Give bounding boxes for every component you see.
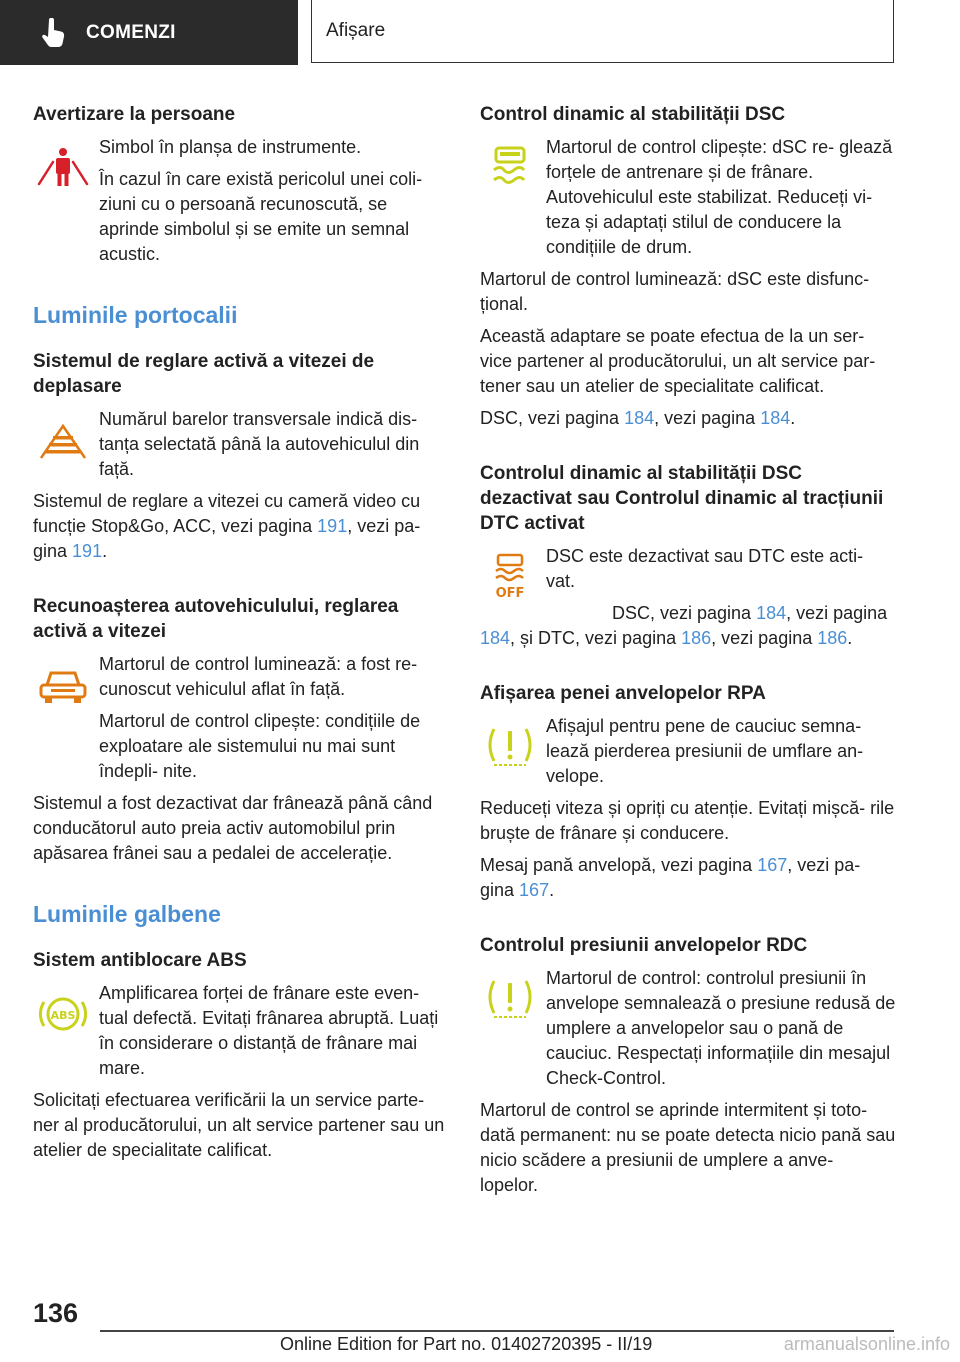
paragraph: Martorul de control clipește: dSC re- glează forțele de antrenare și de frânare. Autovehiculul este stabilizat. Reduceți vi- teza și adaptați stilul de conducere la condițiile de drum. — [546, 137, 893, 257]
paragraph: Martorul de control luminează: dSC este disfunc- țional. — [480, 269, 870, 314]
paragraph: Simbol în planșa de instrumente. — [99, 137, 362, 157]
section-heading: Afișarea penei anvelopelor RPA — [480, 683, 766, 704]
paragraph: Martorul de control: controlul presiunii în anvelope semnalează o presiune redusă de umplere a anvelopelor sau o pană de cauciuc. Respectați informațiile din mesajul Check-Control. — [546, 968, 896, 1088]
paragraph: Reduceți viteza și opriți cu atenție. Evitați mișcă- rile bruște de frânare și conducere. — [480, 798, 895, 843]
svg-text:OFF: OFF — [495, 586, 525, 601]
page-link[interactable]: 184 — [756, 603, 787, 623]
chapter-title: COMENZI — [86, 21, 176, 43]
person-warning-icon — [33, 143, 93, 193]
page-link[interactable]: 167 — [519, 880, 550, 900]
dsc-off-icon — [480, 552, 540, 602]
page-link[interactable]: 186 — [681, 628, 712, 648]
section-heading: Sistem antiblocare ABS — [33, 950, 247, 971]
abs-icon — [33, 989, 93, 1039]
svg-text:ABS: ABS — [50, 1009, 76, 1022]
paragraph: Martorul de control se aprinde intermitent și toto- dată permanent: nu se poate detecta nicio pană sau nicio scădere a presiunii de umplere a anve- lopelor. — [480, 1100, 896, 1195]
tire-pressure-icon — [480, 974, 540, 1024]
yellow-lights-heading: Luminile galbene — [33, 901, 221, 927]
section-heading: Controlul dinamic al stabilității DSC dezactivat sau Controlul dinamic al tracțiunii DTC activat — [480, 463, 884, 534]
abs-section — [33, 948, 445, 1163]
hand-pointer-icon — [40, 18, 68, 48]
left-column — [33, 102, 445, 1193]
person-warning-section — [33, 102, 445, 267]
paragraph: Martorul de control luminează: a fost re- cunoscut vehiculul aflat în față. — [99, 654, 418, 699]
page-link[interactable]: 184 — [624, 408, 655, 428]
car-front-icon — [33, 660, 93, 710]
dsc-skid-icon — [480, 143, 540, 193]
footer-divider — [100, 1330, 894, 1332]
page-link[interactable]: 184 — [760, 408, 791, 428]
section-tab — [311, 0, 894, 63]
section-heading: Recunoașterea autovehiculului, reglarea activă a vitezei — [33, 596, 399, 642]
acc-section — [33, 349, 445, 564]
paragraph: Martorul de control clipește: condițiile de exploatare ale sistemului nu mai sunt îndepli- nite. — [99, 711, 421, 781]
edition-text: Online Edition for Part no. 01402720395 - II/19 — [280, 1334, 653, 1354]
paragraph: Amplificarea forței de frânare este even- tual defectă. Evitați frânarea abruptă. Luați în considerare o distanță de frânare mai mare. — [99, 983, 439, 1078]
paragraph: DSC este dezactivat sau DTC este acti- vat. — [546, 546, 864, 591]
page-header — [0, 0, 960, 66]
paragraph: În cazul în care există pericolul unei coli- ziuni cu o persoană recunoscută, se aprinde simbolul și se emite un semnal acustic. — [99, 169, 423, 264]
page-link[interactable]: 191 — [317, 516, 348, 536]
rdc-section — [480, 933, 896, 1198]
section-heading: Avertizare la persoane — [33, 104, 236, 125]
section-heading: Control dinamic al stabilității DSC — [480, 104, 786, 125]
paragraph: Mesaj pană anvelopă, vezi pagina 167, vezi pa- gina 167. — [480, 855, 861, 900]
section-title: Afișare — [326, 20, 386, 41]
vehicle-detection-section — [33, 594, 445, 866]
paragraph: DSC, vezi pagina 184, vezi pagina 184. — [480, 408, 796, 428]
page-link[interactable]: 191 — [72, 541, 103, 561]
page-link[interactable]: 186 — [817, 628, 848, 648]
tire-warning-icon — [480, 722, 540, 772]
page-link[interactable]: 167 — [757, 855, 788, 875]
right-column — [480, 102, 896, 1228]
orange-lights-heading: Luminile portocalii — [33, 302, 238, 328]
dsc-section — [480, 102, 896, 431]
chapter-tab — [0, 0, 298, 65]
paragraph: Numărul barelor transversale indică dis- tanța selectată până la autovehiculul din față. — [99, 409, 420, 479]
paragraph: Această adaptare se poate efectua de la un ser- vice partener al producătorului, un alt service par- tener sau un atelier de specialitate calificat. — [480, 326, 876, 396]
section-heading: Controlul presiunii anvelopelor RDC — [480, 935, 808, 956]
paragraph: Afișajul pentru pene de cauciuc semna- lează pierderea presiunii de umflare an- velope. — [546, 716, 864, 786]
paragraph: DSC, vezi pagina 184, vezi pagina 184, și DTC, vezi pagina 186, vezi pagina 186. — [480, 603, 888, 648]
paragraph: Sistemul de reglare a vitezei cu cameră video cu funcție Stop&Go, ACC, vezi pagina 191, vezi pa- gina 191. — [33, 491, 421, 561]
page-link[interactable]: 184 — [480, 628, 511, 648]
dsc-off-section — [480, 461, 896, 651]
distance-bars-icon — [33, 415, 93, 465]
paragraph: Solicitați efectuarea verificării la un service parte- ner al producătorului, un alt service partener sau un atelier de specialitate calificat. — [33, 1090, 445, 1160]
paragraph: Sistemul a fost dezactivat dar frânează până când conducătorul auto preia activ automobilul prin apăsarea frânei sau a pedalei de accelerație. — [33, 793, 433, 863]
section-heading: Sistemul de reglare activă a vitezei de deplasare — [33, 351, 375, 397]
page-number: 136 — [33, 1298, 79, 1328]
watermark-text: armanualsonline.info — [783, 1334, 950, 1354]
rpa-section — [480, 681, 896, 903]
